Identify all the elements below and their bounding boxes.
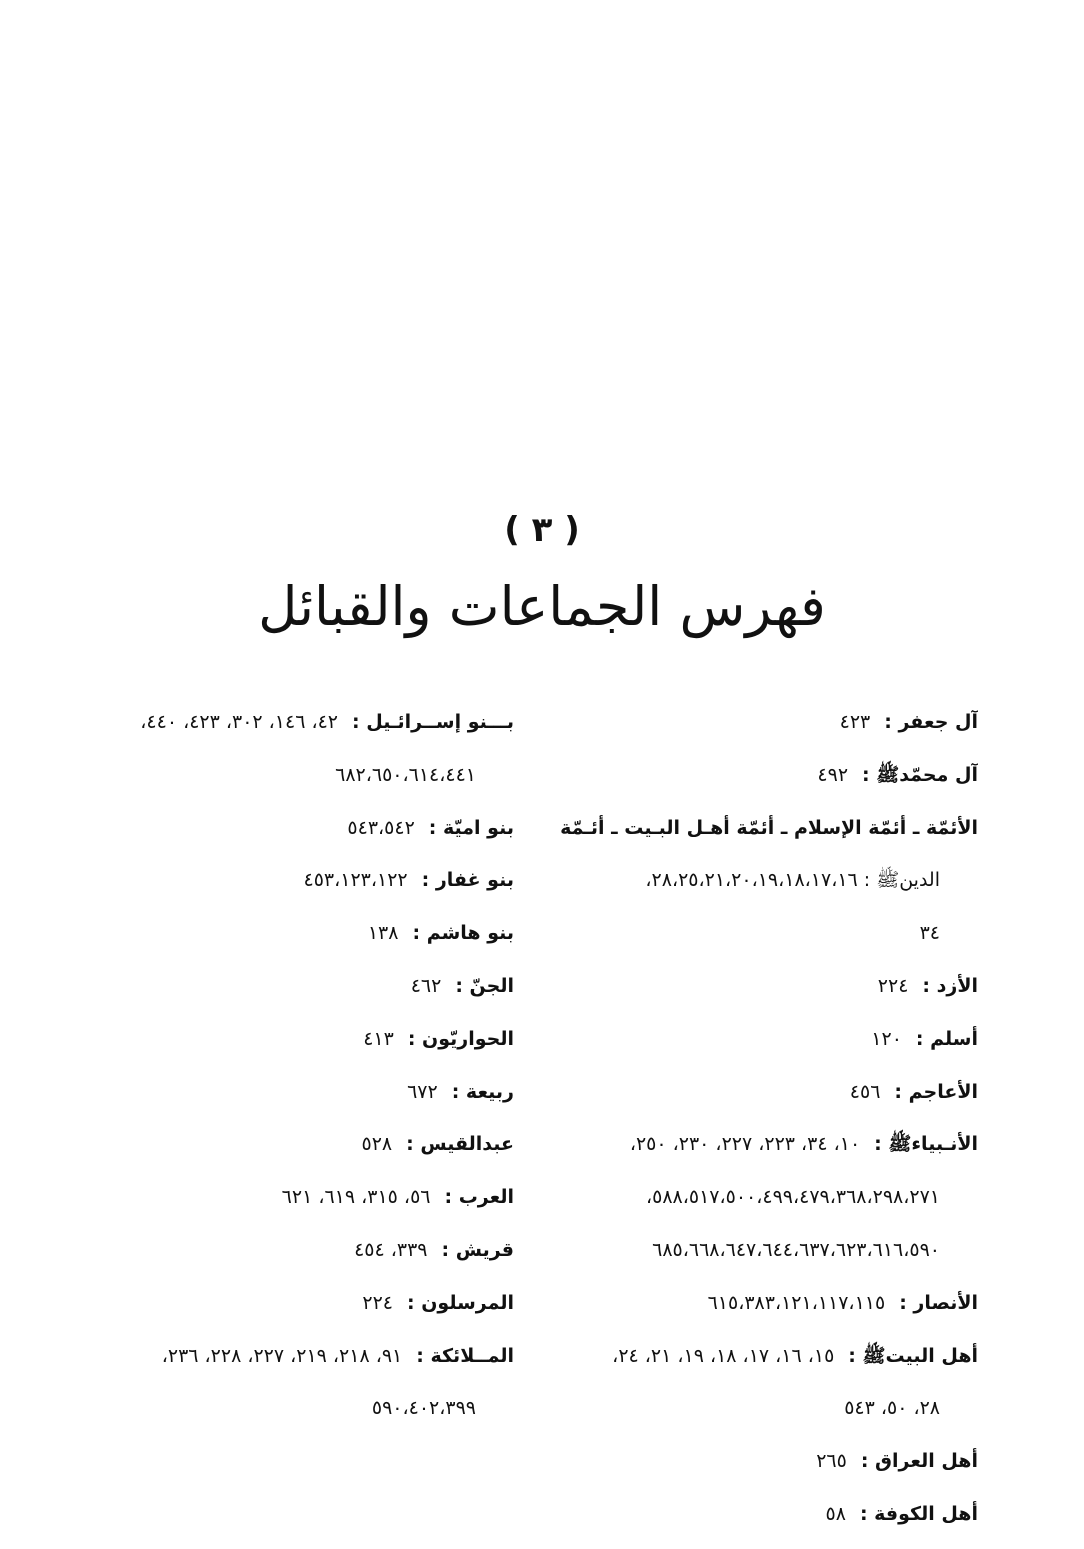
index-entry bbox=[52, 1072, 514, 1125]
term-separator: : bbox=[352, 711, 367, 733]
page-references: ٦٧٢ bbox=[407, 1080, 438, 1103]
index-entry bbox=[558, 1019, 978, 1072]
page-references: ٩١، ٢١٨، ٢١٩، ٢٢٧، ٢٢٨، ٢٣٦، bbox=[161, 1344, 403, 1367]
index-entry bbox=[558, 966, 978, 1019]
page-references: ٥٤٣،٥٤٢ bbox=[347, 816, 415, 839]
index-term: الأنصار bbox=[913, 1291, 978, 1314]
index-entry bbox=[558, 1072, 978, 1125]
index-column-right bbox=[558, 702, 978, 1547]
index-term: عبدالقيس bbox=[420, 1133, 514, 1156]
page-references: ٤٢، ١٤٦، ٣٠٢، ٤٢٣، ٤٤٠، bbox=[140, 711, 339, 733]
index-term: بنو غفار bbox=[435, 869, 514, 892]
page-references: ٥٩٠،٤٠٢،٣٩٩ bbox=[371, 1397, 476, 1420]
index-term: الأزد bbox=[936, 974, 978, 997]
page-references: ١٣٨ bbox=[367, 922, 399, 945]
index-term: أهل البيتﷺ bbox=[862, 1344, 978, 1367]
index-entry bbox=[52, 702, 514, 755]
page-references: ٥٨ bbox=[825, 1502, 846, 1525]
page-references: ٤٥٣،١٢٣،١٢٢ bbox=[303, 869, 408, 892]
term-separator: : bbox=[915, 1027, 931, 1050]
page-references: ٥٨٨،٥١٧،٥٠٠،٤٩٩،٤٧٩،٣٦٨،٢٩٨،٢٧١، bbox=[646, 1186, 940, 1209]
index-entry bbox=[52, 755, 514, 808]
index-entry bbox=[558, 1177, 978, 1230]
page-references: ١٢٠ bbox=[871, 1027, 902, 1050]
index-term: آل جعفر bbox=[898, 711, 978, 733]
page-references: ٤٢٣ bbox=[839, 711, 871, 733]
page-references: ٦٨٥،٦٦٨،٦٤٧،٦٤٤،٦٣٧،٦٢٣،٦١٦،٥٩٠ bbox=[652, 1238, 940, 1261]
index-term: آل محمّدﷺ bbox=[876, 763, 978, 786]
term-separator: : bbox=[441, 1238, 456, 1261]
index-entry bbox=[558, 1388, 978, 1441]
page-references: ٣٤ bbox=[919, 922, 940, 945]
page-references: ٦١٥،٣٨٣،١٢١،١١٧،١١٥ bbox=[707, 1291, 886, 1314]
page-references: ٤٦٢ bbox=[410, 974, 442, 997]
index-term: المــلائكة bbox=[430, 1344, 514, 1367]
page-references: ٢٢٤ bbox=[362, 1291, 393, 1314]
index-term: الأعاجم bbox=[908, 1080, 978, 1103]
index-term: الحواريّون bbox=[422, 1027, 514, 1050]
page-references: ٦٨٢،٦٥٠،٦١٤،٤٤١ bbox=[335, 763, 476, 786]
index-term: أهل الكوفة bbox=[874, 1502, 978, 1525]
index-term: الجنّ bbox=[469, 974, 514, 997]
term-separator: : bbox=[455, 974, 470, 997]
index-entry bbox=[558, 808, 978, 861]
index-term: المرسلون bbox=[421, 1291, 514, 1314]
index-entry bbox=[52, 1230, 514, 1283]
index-entry bbox=[558, 1494, 978, 1547]
index-term: العرب bbox=[458, 1186, 514, 1209]
term-separator: : bbox=[899, 1291, 914, 1314]
term-separator: : bbox=[874, 1133, 889, 1156]
term-separator: : bbox=[406, 1133, 421, 1156]
term-separator: : bbox=[421, 869, 436, 892]
term-separator: : bbox=[894, 1080, 909, 1103]
term-separator: : bbox=[444, 1186, 459, 1209]
index-entry bbox=[52, 808, 514, 861]
page-references: ٤٩٢ bbox=[817, 763, 849, 786]
index-entry bbox=[558, 913, 978, 966]
term-separator: : bbox=[922, 974, 937, 997]
term-separator: : bbox=[407, 1027, 423, 1050]
index-entry bbox=[558, 860, 978, 913]
index-entry bbox=[558, 1336, 978, 1389]
page-references: ٤٥٦ bbox=[849, 1080, 881, 1103]
index-term: أسلم bbox=[930, 1027, 978, 1050]
page-references: ٢٦٥ bbox=[816, 1450, 847, 1473]
index-term: الأئمّة ـ أئمّة الإسلام ـ أئمّة أهـل البـيت ـ أئـمّة bbox=[560, 816, 978, 839]
term-separator: : bbox=[848, 1344, 863, 1367]
index-term: بنو اميّة bbox=[443, 816, 514, 839]
index-entry bbox=[52, 1336, 514, 1389]
index-term: الأنـبياءﷺ bbox=[888, 1133, 978, 1156]
index-entry bbox=[52, 1019, 514, 1072]
page-references: ٥٢٨ bbox=[361, 1133, 393, 1156]
page-title: فهرس الجماعات والقبائل bbox=[258, 575, 826, 638]
term-separator: : bbox=[451, 1080, 466, 1103]
index-term: ربيعة bbox=[465, 1080, 514, 1103]
index-entry bbox=[558, 755, 978, 808]
page-number: ( ٣ ) bbox=[504, 510, 580, 550]
index-entry bbox=[558, 1283, 978, 1336]
index-entry bbox=[52, 1177, 514, 1230]
page-references: ٣٣٩، ٤٥٤ bbox=[354, 1238, 428, 1261]
term-separator: : bbox=[862, 763, 877, 786]
page-references: ٢٨، ٥٠، ٥٤٣ bbox=[844, 1397, 940, 1420]
term-separator: : bbox=[416, 1344, 431, 1367]
index-entry bbox=[52, 1388, 514, 1441]
index-entry bbox=[52, 966, 514, 1019]
index-column-left bbox=[52, 702, 514, 1441]
term-separator: : bbox=[412, 922, 427, 945]
term-separator: : bbox=[428, 816, 444, 839]
index-entry bbox=[558, 1230, 978, 1283]
page-references: ١٥، ١٦، ١٧، ١٨، ١٩، ٢١، ٢٤، bbox=[612, 1344, 835, 1367]
page-references: ٥٦، ٣١٥، ٦١٩، ٦٢١ bbox=[281, 1186, 431, 1209]
index-entry bbox=[558, 702, 978, 755]
index-term: بـــنو إســرائـيل bbox=[366, 711, 514, 733]
page-references: ٢٢٤ bbox=[877, 974, 909, 997]
index-entry bbox=[558, 1124, 978, 1177]
term-separator: : bbox=[407, 1291, 422, 1314]
index-term: قريش bbox=[455, 1238, 514, 1261]
page-references: ٤١٣ bbox=[363, 1027, 394, 1050]
index-term: بنو هاشم bbox=[426, 922, 514, 945]
term-separator: : bbox=[859, 1502, 875, 1525]
index-term: أهل العراق bbox=[875, 1450, 978, 1473]
term-separator: : bbox=[884, 711, 899, 733]
index-entry bbox=[52, 1283, 514, 1336]
index-entry bbox=[52, 913, 514, 966]
page-references: ١٠، ٣٤، ٢٢٣، ٢٢٧، ٢٣٠، ٢٥٠، bbox=[629, 1133, 861, 1156]
index-entry bbox=[558, 1441, 978, 1494]
page-references: الدينﷺ : ٢٨،٢٥،٢١،٢٠،١٩،١٨،١٧،١٦، bbox=[645, 869, 940, 892]
index-entry bbox=[52, 860, 514, 913]
term-separator: : bbox=[860, 1450, 876, 1473]
index-entry bbox=[52, 1124, 514, 1177]
